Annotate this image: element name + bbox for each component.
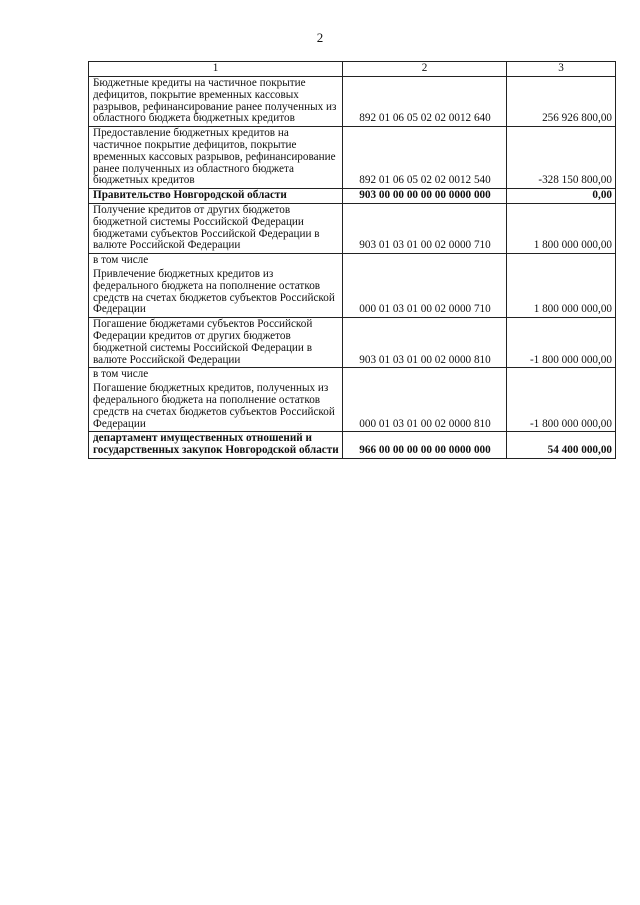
table-row <box>89 254 616 318</box>
row-amount: 1 800 000 000,00 <box>507 203 616 253</box>
row-description-cell <box>89 368 343 432</box>
row-code: 892 01 06 05 02 02 0012 640 <box>343 77 507 127</box>
row-description: Погашение бюджетами субъектов Российской Федерации кредитов от других бюджетов бюджетной системы Российской Федерации в валюте Российской Федерации <box>93 318 313 366</box>
row-amount: -328 150 800,00 <box>507 127 616 189</box>
budget-sources-table <box>88 61 616 459</box>
row-description: Получение кредитов от других бюджетов бюджетной системы Российской Федерации бюджетами субъектов Российской Федерации в валюте Российской Федерации <box>93 203 320 252</box>
row-code: 000 01 03 01 00 02 0000 710 <box>343 254 507 318</box>
row-description-cell <box>89 203 343 253</box>
table-row <box>89 368 616 432</box>
row-description-cell <box>89 254 343 318</box>
column-header-3: 3 <box>507 62 616 77</box>
row-description-cell <box>89 318 343 368</box>
row-description-cell <box>89 432 343 459</box>
column-header-1: 1 <box>89 62 343 77</box>
row-description: Погашение бюджетных кредитов, полученных из федерального бюджета на пополнение остатков средств на счетах бюджетов субъектов Российской Федерации <box>93 382 335 430</box>
table-row <box>89 432 616 459</box>
row-amount: 256 926 800,00 <box>507 77 616 127</box>
table-row <box>89 127 616 189</box>
row-description: Бюджетные кредиты на частичное покрытие дефицитов, покрытие временных кассовых разрывов, рефинансирование ранее полученных из областного бюджета бюджетных кредитов <box>93 77 337 125</box>
row-code: 903 00 00 00 00 00 0000 000 <box>343 189 507 204</box>
row-amount: -1 800 000 000,00 <box>507 368 616 432</box>
table-header-row <box>89 62 616 77</box>
row-amount: 1 800 000 000,00 <box>507 254 616 318</box>
row-amount: 54 400 000,00 <box>507 432 616 459</box>
row-prefix: в том числе <box>93 254 149 267</box>
row-description: Привлечение бюджетных кредитов из федерального бюджета на пополнение остатков средств на счетах бюджетов субъектов Российской Федерации <box>93 267 335 316</box>
table-row <box>89 203 616 253</box>
page-number: 2 <box>316 30 324 45</box>
row-prefix: в том числе <box>93 368 149 381</box>
table-body <box>89 62 616 459</box>
row-description-cell <box>89 127 343 189</box>
row-description-cell <box>89 189 343 204</box>
row-amount: 0,00 <box>507 189 616 204</box>
table-row <box>89 189 616 204</box>
table-row <box>89 318 616 368</box>
row-code: 000 01 03 01 00 02 0000 810 <box>343 368 507 432</box>
row-description: Правительство Новгородской области <box>93 189 287 202</box>
row-code: 903 01 03 01 00 02 0000 810 <box>343 318 507 368</box>
row-amount: -1 800 000 000,00 <box>507 318 616 368</box>
row-description: Предоставление бюджетных кредитов на частичное покрытие дефицитов, покрытие временных кассовых разрывов, рефинансирование ранее полученных из областного бюджета бюджетных кредитов <box>93 127 336 187</box>
row-description: департамент имущественных отношений и государственных закупок Новгородской области <box>93 432 339 457</box>
row-code: 892 01 06 05 02 02 0012 540 <box>343 127 507 189</box>
row-description-cell <box>89 77 343 127</box>
row-code: 903 01 03 01 00 02 0000 710 <box>343 203 507 253</box>
table-row <box>89 77 616 127</box>
column-header-2: 2 <box>343 62 507 77</box>
row-code: 966 00 00 00 00 00 0000 000 <box>343 432 507 459</box>
